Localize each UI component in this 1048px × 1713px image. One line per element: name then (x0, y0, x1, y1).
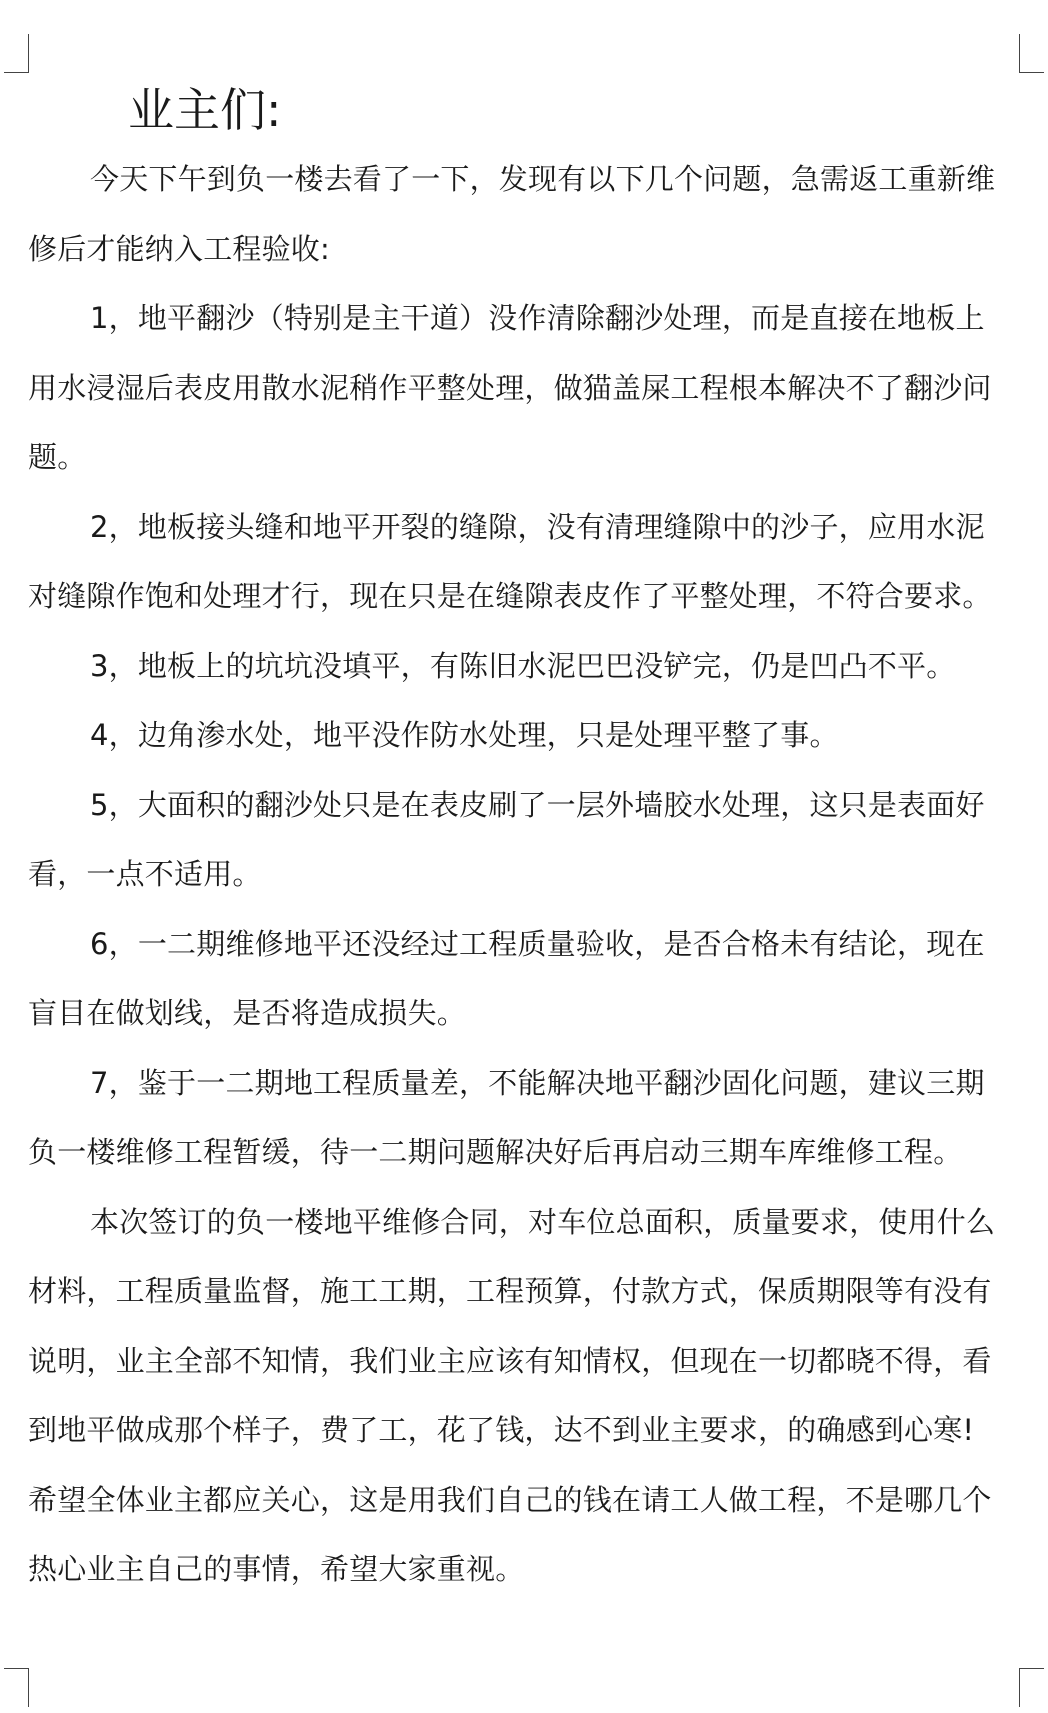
text-line: 用水浸湿后表皮用散水泥稍作平整处理，做猫盖屎工程根本解决不了翻沙问 (28, 370, 992, 405)
text-line: 热心业主自己的事情，希望大家重视。 (28, 1552, 525, 1586)
crop-mark-top-right (1019, 34, 1044, 73)
text-line: 说明，业主全部不知情，我们业主应该有知情权，但现在一切都晓不得，看 (28, 1343, 992, 1378)
text-line: 今天下午到负一楼去看了一下，发现有以下几个问题，急需返工重新维 (90, 162, 996, 196)
text-line: 题。 (28, 440, 87, 474)
document-title: 业主们: (128, 83, 282, 137)
text-line: 本次签订的负一楼地平维修合同，对车位总面积，质量要求，使用什么 (90, 1204, 996, 1239)
document-body (28, 75, 1020, 1605)
text-line: 7，鉴于一二期地工程质量差，不能解决地平翻沙固化问题，建议三期 (90, 1065, 985, 1100)
crop-mark-bottom-right (1019, 1668, 1044, 1707)
text-line: 材料，工程质量监督，施工工期，工程预算，付款方式，保质期限等有没有 (28, 1274, 992, 1308)
text-line: 对缝隙作饱和处理才行，现在只是在缝隙表皮作了平整处理，不符合要求。 (28, 579, 992, 613)
text-line: 修后才能纳入工程验收: (28, 231, 330, 266)
text-line: 盲目在做划线，是否将造成损失。 (28, 996, 467, 1030)
text-line: 看，一点不适用。 (28, 857, 262, 891)
crop-mark-top-left (4, 34, 29, 73)
document-text (28, 145, 1020, 1605)
text-line: 6，一二期维修地平还没经过工程质量验收，是否合格未有结论，现在 (90, 926, 985, 961)
text-line: 1，地平翻沙（特别是主干道）没作清除翻沙处理，而是直接在地板上 (90, 301, 985, 335)
text-line: 3，地板上的坑坑没填平，有陈旧水泥巴巴没铲完，仍是凹凸不平。 (90, 648, 956, 683)
text-line: 到地平做成那个样子，费了工，花了钱，达不到业主要求，的确感到心寒! (28, 1413, 975, 1447)
text-line: 2，地板接头缝和地平开裂的缝隙，没有清理缝隙中的沙子，应用水泥 (90, 509, 985, 544)
text-line: 希望全体业主都应关心，这是用我们自己的钱在请工人做工程，不是哪几个 (28, 1482, 992, 1517)
text-line: 负一楼维修工程暂缓，待一二期问题解决好后再启动三期车库维修工程。 (28, 1135, 963, 1169)
text-line: 4，边角渗水处，地平没作防水处理，只是处理平整了事。 (90, 718, 839, 752)
text-line: 5，大面积的翻沙处只是在表皮刷了一层外墙胶水处理，这只是表面好 (90, 787, 985, 822)
crop-mark-bottom-left (4, 1668, 29, 1707)
